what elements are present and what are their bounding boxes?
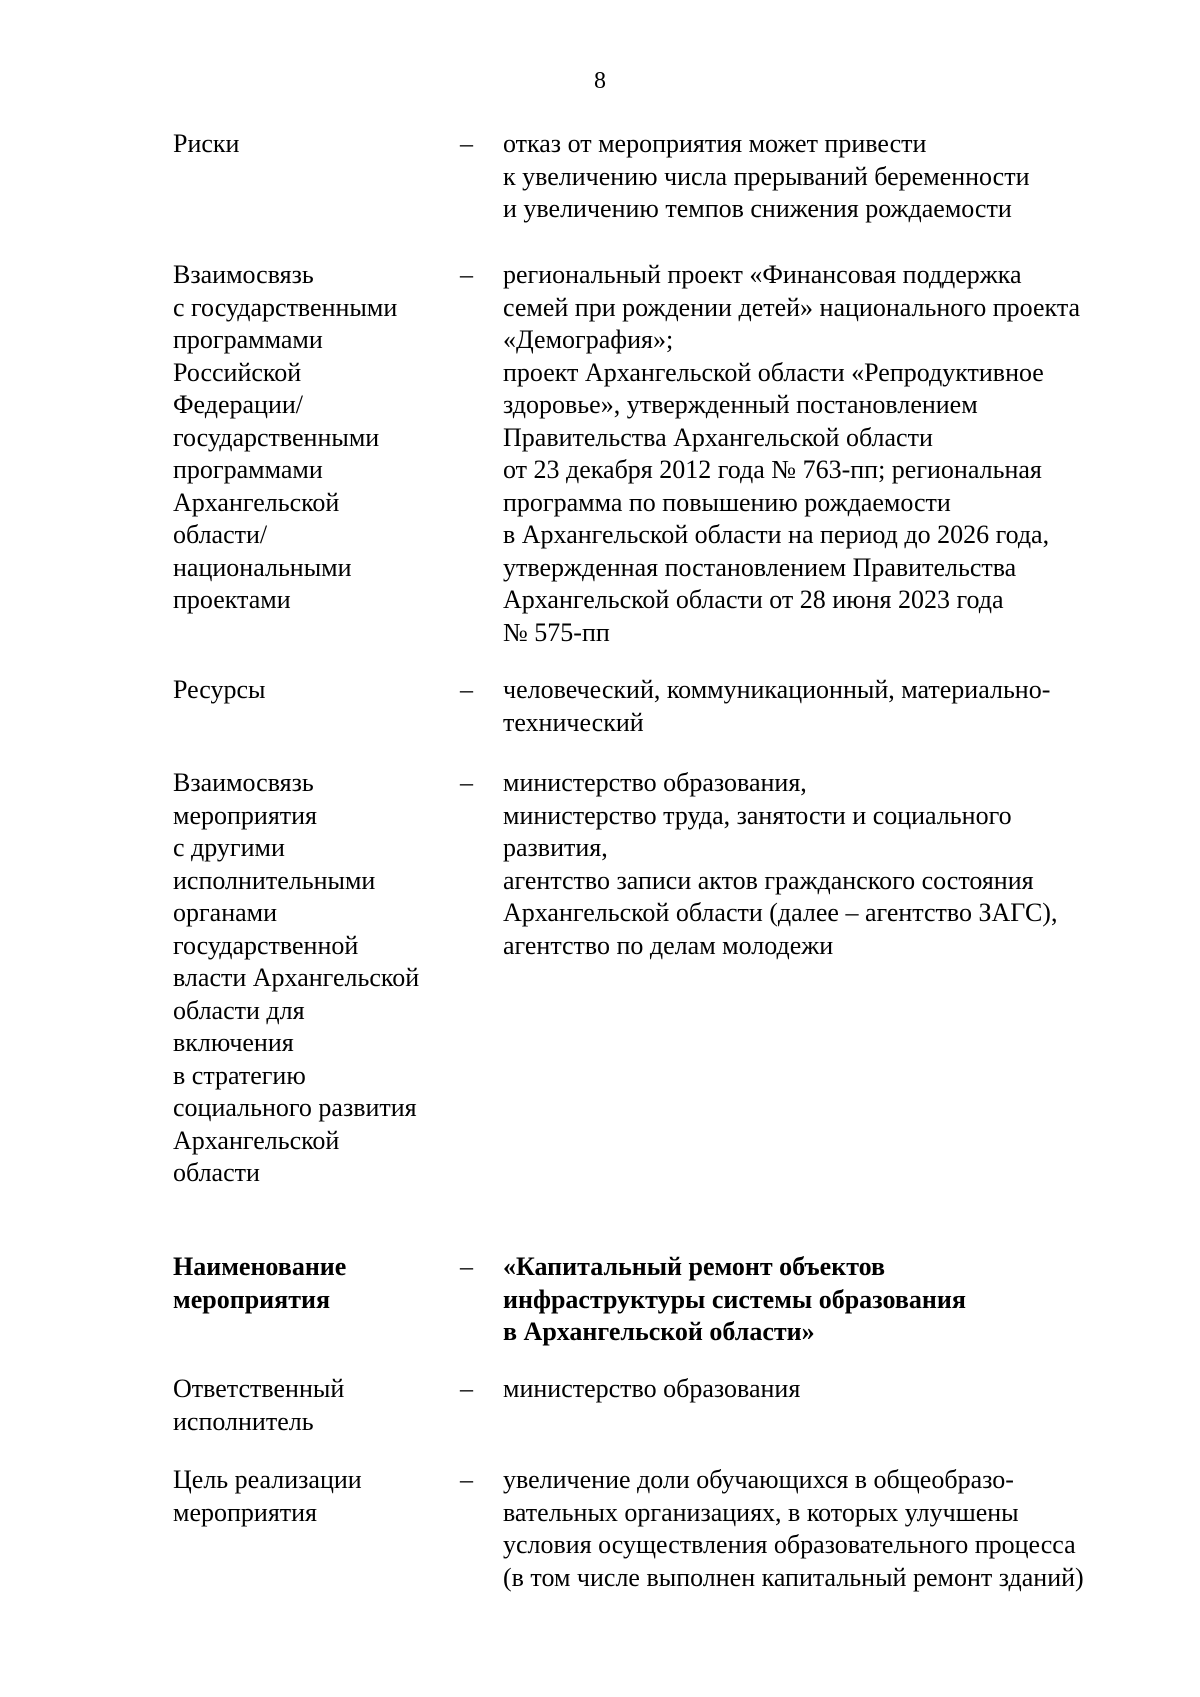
- row-value: региональный проект «Финансовая поддержка семей при рождении детей» национального проекта «Демография»; проект Архангельской области «Репродуктивное здоровье», утвержденный постановлением Правительства Архангельской области от 23 декабря 2012 года № 763-пп; региональная программа по повышению рождаемости в Архангельской области на период до 2026 года, утвержденная постановлением Правительства Архангельской области от 28 июня 2023 года № 575-пп: [503, 260, 1081, 647]
- row-label: Взаимосвязь мероприятия с другими исполнительными органами государственной власти Архангельской области для включения в стратегию социального развития Архангельской области: [173, 768, 420, 1187]
- row-label: Цель реализации мероприятия: [173, 1465, 362, 1527]
- row-value: «Капитальный ремонт объектов инфраструктуры системы образования в Архангельской области»: [503, 1252, 966, 1346]
- row-value: министерство образования: [503, 1374, 801, 1403]
- row-label: Взаимосвязь с государственными программами Российской Федерации/ государственными программами Архангельской области/ национальными проектами: [173, 260, 398, 614]
- row-label: Ответственный исполнитель: [173, 1374, 345, 1436]
- row-value: отказ от мероприятия может привести к увеличению числа прерываний беременности и увеличению темпов снижения рождаемости: [503, 129, 1030, 223]
- page-number: 8: [594, 68, 606, 94]
- dash-separator: –: [460, 1252, 473, 1281]
- row-value: человеческий, коммуникационный, материально- технический: [503, 675, 1051, 737]
- row-label: Ресурсы: [173, 675, 266, 704]
- row-label: Риски: [173, 129, 240, 158]
- row-label: Наименование мероприятия: [173, 1252, 347, 1314]
- dash-separator: –: [460, 1374, 473, 1403]
- row-value: министерство образования, министерство труда, занятости и социального развития, агентство записи актов гражданского состояния Архангельской области (далее – агентство ЗАГС), агентство по делам молодежи: [503, 768, 1058, 960]
- dash-separator: –: [460, 675, 473, 704]
- dash-separator: –: [460, 129, 473, 158]
- dash-separator: –: [460, 1465, 473, 1494]
- row-value: увеличение доли обучающихся в общеобразо- вательных организациях, в которых улучшены условия осуществления образовательного процесса (в том числе выполнен капитальный ремонт зданий): [503, 1465, 1084, 1592]
- dash-separator: –: [460, 260, 473, 289]
- dash-separator: –: [460, 768, 473, 797]
